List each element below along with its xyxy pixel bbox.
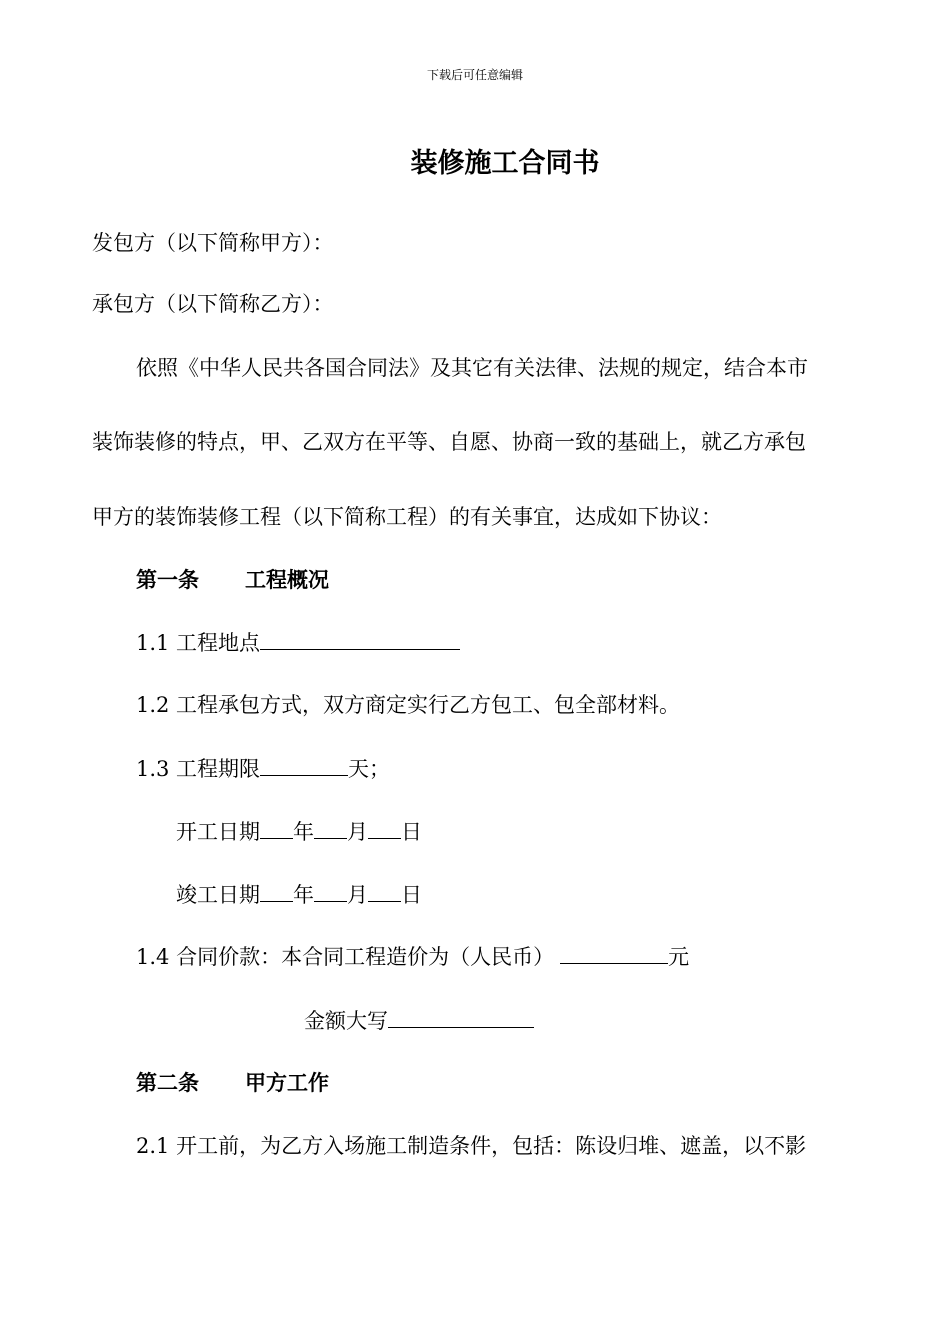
item-1-3-number: 1.3 (136, 757, 170, 781)
item-1-4-suffix: 元 (668, 945, 690, 969)
document-title: 装修施工合同书 (410, 148, 600, 179)
preamble-line-1: 依照《中华人民共各国合同法》及其它有关法律、法规的规定，结合本市 (136, 356, 808, 380)
amount-in-words-label: 金额大写 (304, 1009, 388, 1033)
item-1-3-text: 工程期限 (176, 757, 260, 781)
article-2-number: 第二条 (136, 1071, 199, 1095)
end-month-unit: 月 (347, 883, 368, 907)
article-1-number: 第一条 (136, 568, 199, 592)
start-month-blank[interactable] (314, 816, 347, 839)
header-note: 下载后可任意编辑 (426, 68, 523, 82)
party-a-line: 发包方（以下简称甲方）： (92, 231, 334, 255)
item-1-2 (136, 690, 680, 720)
end-month-blank[interactable] (314, 879, 347, 902)
start-day-unit: 日 (401, 820, 422, 844)
party-b-line: 承包方（以下简称乙方）： (92, 292, 334, 316)
start-date-line (176, 816, 422, 847)
contract-price-blank[interactable] (560, 941, 668, 964)
end-day-unit: 日 (401, 883, 422, 907)
item-1-4 (136, 941, 689, 972)
end-day-blank[interactable] (368, 879, 401, 902)
start-date-label: 开工日期 (176, 820, 260, 844)
item-1-2-text: 工程承包方式，双方商定实行乙方包工、包全部材料。 (176, 693, 680, 717)
item-1-4-text: 1.4 合同价款：本合同工程造价为（人民币） (136, 945, 555, 969)
preamble-line-2: 装饰装修的特点，甲、乙双方在平等、自愿、协商一致的基础上，就乙方承包 (92, 430, 806, 454)
item-2-1: 2.1 开工前，为乙方入场施工制造条件，包括：陈设归堆、遮盖，以不影 (136, 1134, 807, 1158)
start-year-blank[interactable] (260, 816, 293, 839)
item-1-3 (136, 753, 390, 784)
site-address-blank[interactable] (260, 627, 460, 650)
item-1-1 (136, 627, 460, 658)
preamble-line-3: 甲方的装饰装修工程（以下简称工程）的有关事宜，达成如下协议： (92, 505, 722, 529)
item-1-2-number: 1.2 (136, 693, 170, 717)
article-1-title: 工程概况 (245, 568, 329, 592)
start-day-blank[interactable] (368, 816, 401, 839)
amount-in-words-blank[interactable] (388, 1005, 534, 1028)
amount-in-words-line (304, 1005, 534, 1036)
item-1-1-text: 工程地点 (176, 631, 260, 655)
article-2-title: 甲方工作 (245, 1071, 329, 1095)
end-date-line (176, 879, 422, 910)
article-2-heading (136, 1068, 329, 1098)
start-month-unit: 月 (347, 820, 368, 844)
end-date-label: 竣工日期 (176, 883, 260, 907)
duration-days-blank[interactable] (260, 753, 348, 776)
end-year-blank[interactable] (260, 879, 293, 902)
article-1-heading (136, 565, 329, 595)
item-1-1-number: 1.1 (136, 631, 170, 655)
item-1-3-suffix: 天； (348, 757, 390, 781)
start-year-unit: 年 (293, 820, 314, 844)
end-year-unit: 年 (293, 883, 314, 907)
